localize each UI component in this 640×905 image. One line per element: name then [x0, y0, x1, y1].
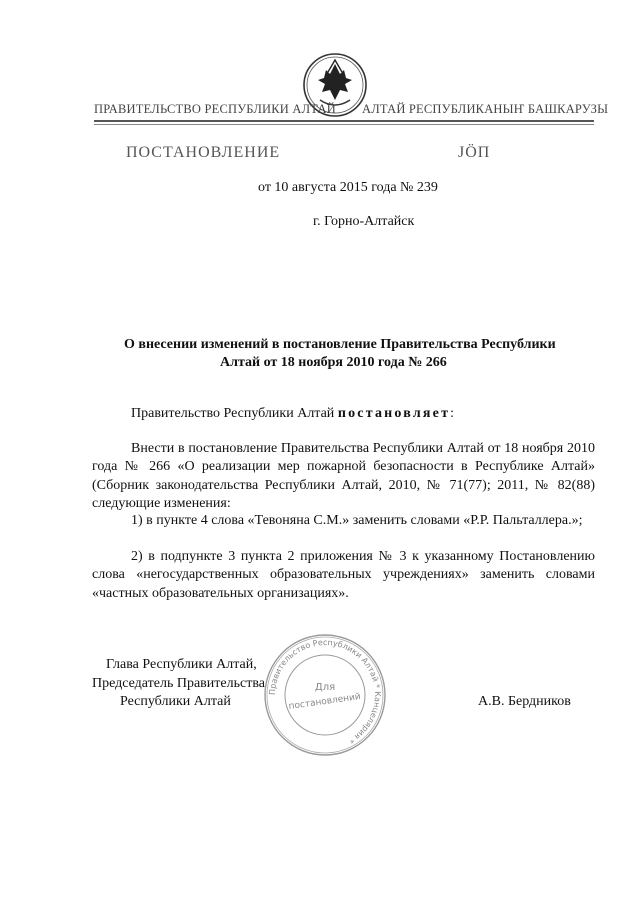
paragraph-item-2: 2) в подпункте 3 пункта 2 приложения № 3 к указанному Постановлению слова «негосударственных образовательных учреждениях» заменить словами «частных образовательных организациях». — [92, 549, 595, 601]
paragraph-item-1: 1) в пункте 4 слова «Тевоняна С.М.» заменить словами «Р.Р. Пальталлера.»; — [131, 513, 583, 528]
resolution-lead — [131, 406, 454, 422]
signatory-name: А.В. Бердников — [478, 694, 571, 709]
stamp-ring-text: Правительство Республики Алтай * Канцелярия * — [267, 637, 383, 746]
document-city: г. Горно-Алтайск — [313, 214, 415, 229]
doc-type-altai: ЈӦП — [458, 144, 491, 161]
signatory-title-2: Председатель Правительства — [92, 676, 265, 691]
document-title — [124, 336, 594, 372]
resolution-lead-suffix: : — [450, 406, 455, 421]
official-stamp — [262, 632, 388, 758]
paragraph-intro: Внести в постановление Правительства Республики Алтай от 18 ноября 2010 года № 266 «О реализации мер пожарной безопасности в Республике Алтай» (Сборник законодательства Республики Алтай, 2010, № 71(77); 2011, № 82(88) следующие изменения: — [92, 441, 595, 512]
signatory-title-3: Республики Алтай — [120, 694, 231, 709]
resolution-lead-prefix: Правительство Республики Алтай — [131, 406, 338, 421]
stamp-center-line-2: постановлений — [288, 692, 362, 713]
org-name-altai: АЛТАЙ РЕСПУБЛИКАНЫҤ БАШКАРУЗЫ — [362, 102, 609, 116]
header-rule — [94, 120, 594, 122]
org-name-russian: ПРАВИТЕЛЬСТВО РЕСПУБЛИКИ АЛТАЙ — [94, 102, 336, 116]
title-line-2: Алтай от 18 ноября 2010 года № 266 — [220, 355, 447, 370]
doc-type-russian: ПОСТАНОВЛЕНИЕ — [126, 144, 281, 161]
document-date-number: от 10 августа 2015 года № 239 — [258, 180, 438, 195]
signatory-title-1: Глава Республики Алтай, — [106, 657, 257, 672]
stamp-center-line-1: Для — [314, 682, 336, 693]
resolution-verb: постановляет — [337, 406, 451, 421]
title-line-1: О внесении изменений в постановление Правительства Республики — [124, 337, 556, 352]
header-rule-thin — [94, 124, 594, 125]
